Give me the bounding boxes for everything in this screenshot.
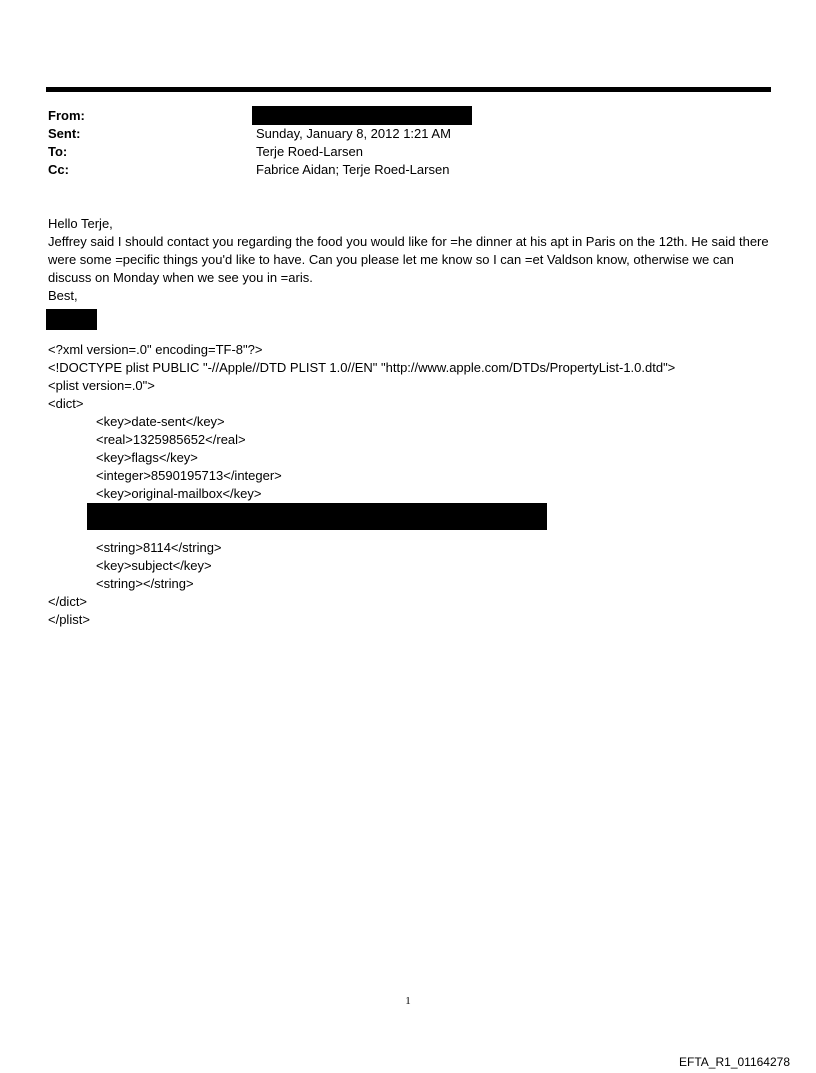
plist-entry: <key>original-mailbox</key> [96, 486, 262, 501]
plist-entry: <string>8114</string> [96, 540, 222, 555]
redacted-from-value [252, 106, 472, 125]
closing: Best, [48, 288, 78, 303]
redacted-signature [46, 309, 97, 330]
plist-close-tag: </plist> [48, 612, 90, 627]
plist-xml-declaration: <?xml version=.0" encoding=TF-8"?> [48, 342, 263, 357]
greeting: Hello Terje, [48, 216, 113, 231]
body-paragraph: Jeffrey said I should contact you regarding the food you would like for =he dinner at his apt in Paris on the 12th. He said there were some =pecific things you'd like to have. Can you please let me know so I can =et Valdson know, otherwise we can discuss on Monday when we see you in =aris. [48, 234, 773, 285]
plist-doctype: <!DOCTYPE plist PUBLIC "-//Apple//DTD PLIST 1.0//EN" "http://www.apple.com/DTDs/PropertyList-1.0.dtd"> [48, 360, 676, 375]
plist-entry: <real>1325985652</real> [96, 432, 246, 447]
to-label: To: [48, 144, 68, 159]
cc-label: Cc: [48, 162, 69, 177]
plist-entry: <key>subject</key> [96, 558, 212, 573]
plist-entry: <key>flags</key> [96, 450, 198, 465]
cc-value: Fabrice Aidan; Terje Roed-Larsen [256, 162, 450, 177]
dict-open-tag: <dict> [48, 396, 84, 411]
dict-close-tag: </dict> [48, 594, 88, 609]
plist-entry: <integer>8590195713</integer> [96, 468, 282, 483]
header-rule [46, 87, 771, 92]
page-number: 1 [405, 995, 411, 1007]
sent-value: Sunday, January 8, 2012 1:21 AM [256, 126, 451, 141]
plist-entry: <string></string> [96, 576, 194, 591]
redacted-mailbox-block [87, 503, 547, 530]
document-id: EFTA_R1_01164278 [679, 1055, 790, 1069]
plist-entry: <key>date-sent</key> [96, 414, 225, 429]
plist-open-tag: <plist version=.0"> [48, 378, 155, 393]
from-label: From: [48, 108, 85, 123]
sent-label: Sent: [48, 126, 81, 141]
to-value: Terje Roed-Larsen [256, 144, 363, 159]
